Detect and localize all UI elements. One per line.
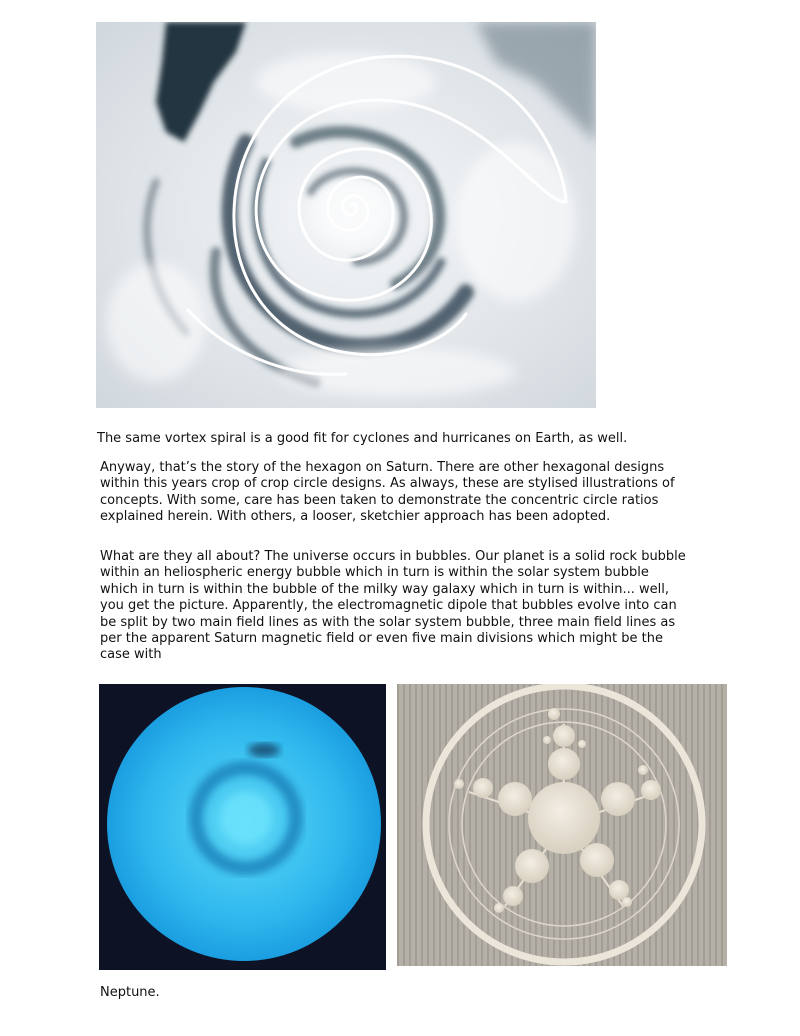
neptune-caption: Neptune. xyxy=(100,985,160,1000)
cyclone-satellite-image xyxy=(96,22,596,408)
crop-circle-image xyxy=(397,684,727,966)
body-paragraph-2: What are they all about? The universe occurs in bubbles. Our planet is a solid rock bubble within an heliospheric energy bubble which in turn is within the solar system bubble which in turn is within the bubble of the milky way galaxy which in turn is within... well, you get the picture. Apparently, the electromagnetic dipole that bubbles evolve into can be split by two main field lines as with the solar system bubble, three main field lines as per the apparent Saturn magnetic field or even five main divisions which might be the case with xyxy=(100,549,686,663)
cyclone-caption: The same vortex spiral is a good fit for cyclones and hurricanes on Earth, as well. xyxy=(97,431,628,446)
neptune-image xyxy=(99,684,386,970)
body-paragraph-1: Anyway, that’s the story of the hexagon on Saturn. There are other hexagonal designs within this years crop of crop circle designs. As always, these are stylised illustrations of concepts. With some, care has been taken to demonstrate the concentric circle ratios explained herein. With others, a looser, sketchier approach has been adopted. xyxy=(100,460,675,525)
